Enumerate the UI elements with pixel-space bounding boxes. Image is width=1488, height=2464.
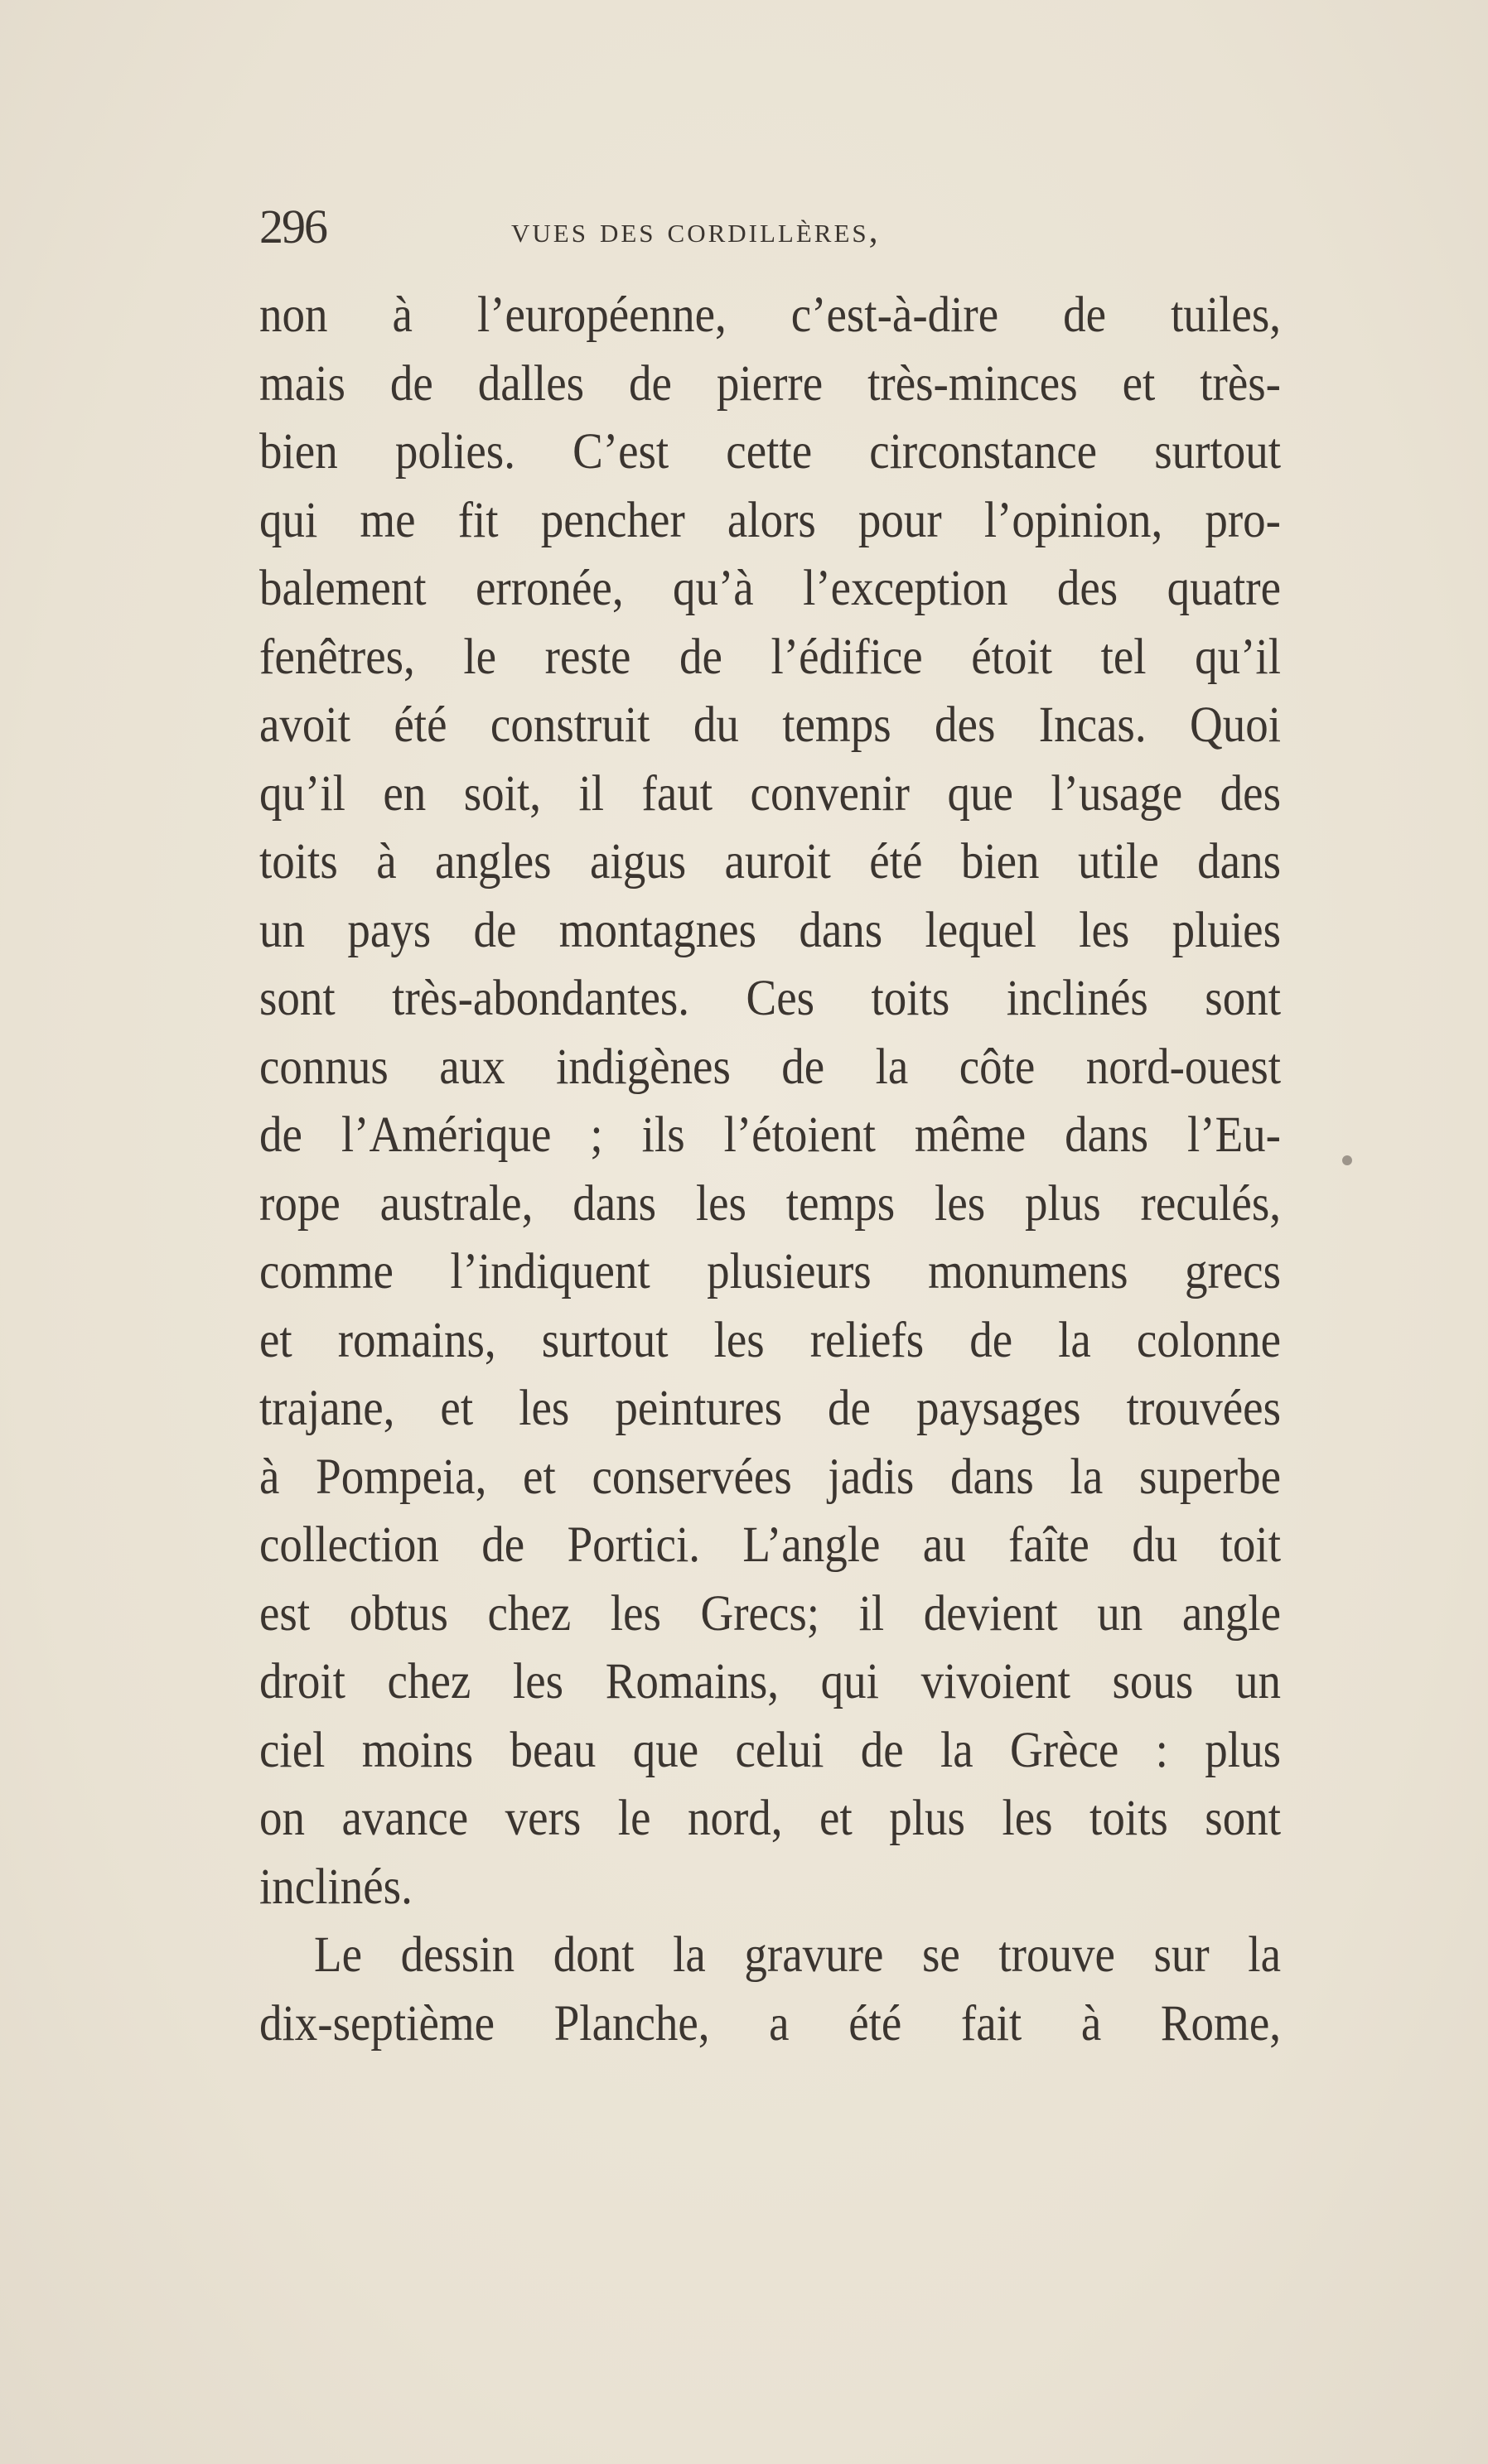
text-line: on avance vers le nord, et plus les toits sont	[259, 1789, 1281, 1846]
text-line: Le dessin dont la gravure se trouve sur la	[314, 1926, 1281, 1983]
text-line: trajane, et les peintures de paysages trouvées	[259, 1379, 1281, 1436]
text-line: comme l’indiquent plusieurs monumens grecs	[259, 1242, 1281, 1300]
text-line: un pays de montagnes dans lequel les pluies	[259, 900, 1281, 958]
text-line: balement erronée, qu’à l’exception des quatre	[259, 559, 1281, 616]
paper-speck	[1342, 1155, 1352, 1165]
running-title: vues des cordillères,	[511, 210, 881, 250]
body-text	[259, 282, 1281, 2058]
text-line: qu’il en soit, il faut convenir que l’usage des	[259, 764, 1281, 822]
text-line: de l’Amérique ; ils l’étoient même dans l’Eu-	[259, 1106, 1281, 1163]
text-line: droit chez les Romains, qui vivoient sous un	[259, 1652, 1281, 1709]
text-line: toits à angles aigus auroit été bien utile dans	[259, 832, 1281, 890]
text-line: inclinés.	[259, 1857, 413, 1915]
page-number: 296	[259, 200, 326, 253]
text-line: sont très-abondantes. Ces toits inclinés sont	[259, 969, 1281, 1026]
text-line: avoit été construit du temps des Incas. Quoi	[259, 696, 1281, 753]
text-line: non à l’européenne, c’est-à-dire de tuiles,	[259, 286, 1281, 343]
page-header	[259, 199, 1281, 257]
text-line: dix-septième Planche, a été fait à Rome,	[259, 1994, 1281, 2052]
text-line: connus aux indigènes de la côte nord-ouest	[259, 1037, 1281, 1095]
text-line: qui me fit pencher alors pour l’opinion, pro-	[259, 490, 1281, 548]
text-line: est obtus chez les Grecs; il devient un angle	[259, 1584, 1281, 1642]
text-line: fenêtres, le reste de l’édifice étoit tel qu’il	[259, 627, 1281, 685]
text-line: collection de Portici. L’angle au faîte du toit	[259, 1516, 1281, 1573]
text-line: mais de dalles de pierre très-minces et très-	[259, 354, 1281, 412]
text-line: et romains, surtout les reliefs de la colonne	[259, 1310, 1281, 1368]
text-line: ciel moins beau que celui de la Grèce : plus	[259, 1720, 1281, 1778]
text-line: bien polies. C’est cette circonstance surtout	[259, 422, 1281, 480]
text-line: à Pompeia, et conservées jadis dans la superbe	[259, 1447, 1281, 1505]
text-line: rope australe, dans les temps les plus reculés,	[259, 1174, 1281, 1232]
